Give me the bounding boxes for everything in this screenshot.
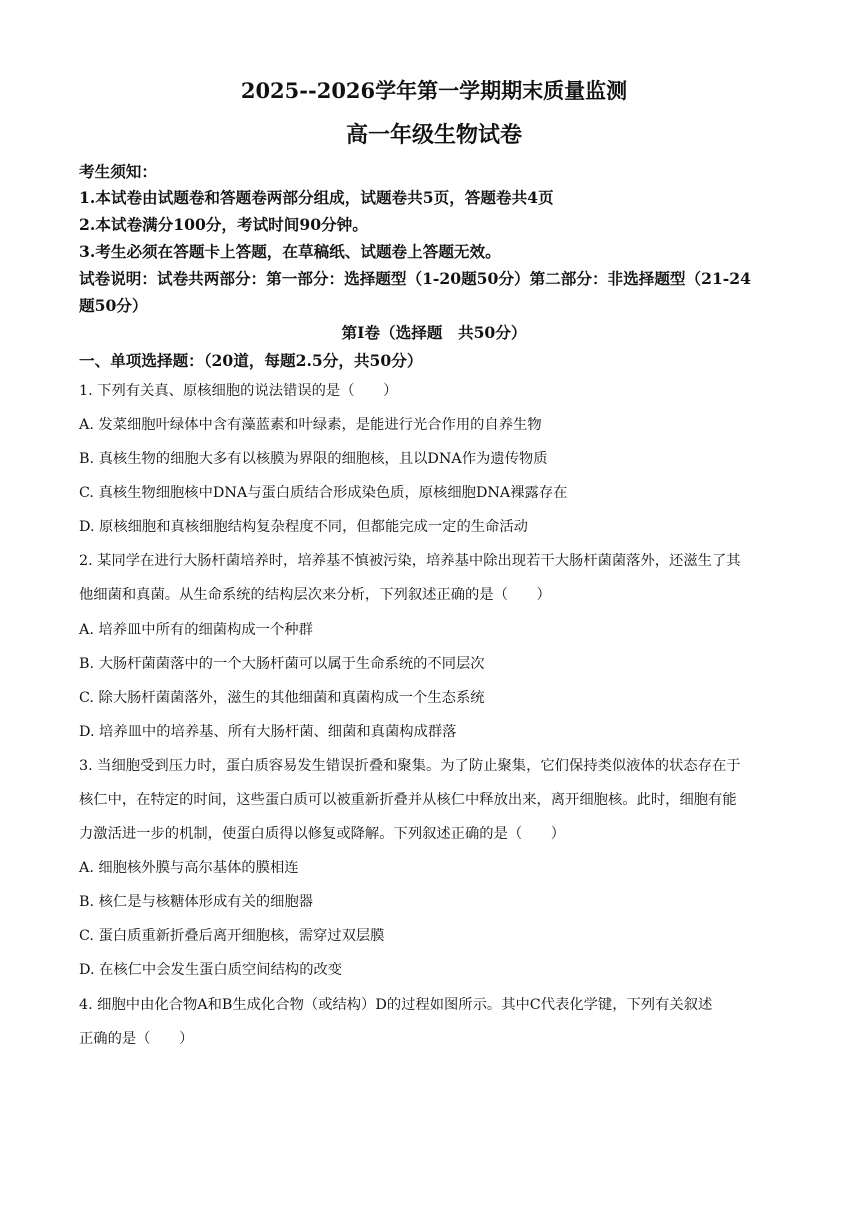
question-3-option-c: C. 蛋白质重新折叠后离开细胞核，需穿过双层膜	[79, 928, 385, 944]
question-2-stem-line-2: 他细菌和真菌。从生命系统的结构层次来分析，下列叙述正确的是（ ）	[79, 587, 551, 603]
question-2-option-a: A. 培养皿中所有的细菌构成一个种群	[79, 622, 313, 638]
question-3-option-b: B. 核仁是与核糖体形成有关的细胞器	[79, 894, 314, 910]
question-1-option-c: C. 真核生物细胞核中DNA与蛋白质结合形成染色质，原核细胞DNA裸露存在	[79, 485, 568, 501]
question-2-option-c: C. 除大肠杆菌菌落外，滋生的其他细菌和真菌构成一个生态系统	[79, 690, 485, 706]
question-2-option-d: D. 培养皿中的培养基、所有大肠杆菌、细菌和真菌构成群落	[79, 724, 457, 740]
question-3-option-d: D. 在核仁中会发生蛋白质空间结构的改变	[79, 962, 343, 978]
notice-item-2: 2.本试卷满分100分，考试时间90分钟。	[79, 215, 368, 234]
question-3-option-a: A. 细胞核外膜与高尔基体的膜相连	[79, 860, 299, 876]
question-1-stem: 1. 下列有关真、原核细胞的说法错误的是（ ）	[79, 383, 398, 399]
question-2-stem-line-1: 2. 某同学在进行大肠杆菌培养时，培养基不慎被污染，培养基中除出现若干大肠杆菌菌落外，还滋生了其	[79, 553, 741, 569]
notice-heading: 考生须知：	[79, 162, 157, 181]
question-1-option-b: B. 真核生物的细胞大多有以核膜为界限的细胞核，且以DNA作为遗传物质	[79, 451, 548, 467]
notice-item-1: 1.本试卷由试题卷和答题卷两部分组成，试题卷共5页，答题卷共4页	[79, 188, 554, 207]
volume-title: 第Ⅰ卷（选择题 共50分）	[341, 323, 527, 342]
question-3-stem-line-3: 力激活进一步的机制，使蛋白质得以修复或降解。下列叙述正确的是（ ）	[79, 826, 566, 842]
exam-title: 2025--2026学年第一学期期末质量监测	[240, 78, 628, 103]
part-title: 一、单项选择题：（20道，每题2.5分，共50分）	[79, 351, 423, 370]
question-3-stem-line-2: 核仁中，在特定的时间，这些蛋白质可以被重新折叠并从核仁中释放出来，离开细胞核。此时，细胞有能	[79, 792, 737, 808]
question-1-option-d: D. 原核细胞和真核细胞结构复杂程度不同，但都能完成一定的生命活动	[79, 519, 528, 535]
question-3-stem-line-1: 3. 当细胞受到压力时，蛋白质容易发生错误折叠和聚集。为了防止聚集，它们保持类似液体的状态存在于	[79, 758, 741, 774]
question-1-option-a: A. 发菜细胞叶绿体中含有藻蓝素和叶绿素，是能进行光合作用的自养生物	[79, 417, 542, 433]
exam-description-line-1: 试卷说明：试卷共两部分：第一部分：选择题型（1-20题50分）第二部分：非选择题型（21-24	[79, 269, 751, 288]
exam-description-line-2: 题50分）	[79, 296, 148, 315]
question-4-stem-line-2: 正确的是（ ）	[79, 1031, 194, 1047]
question-2-option-b: B. 大肠杆菌菌落中的一个大肠杆菌可以属于生命系统的不同层次	[79, 656, 485, 672]
notice-item-3: 3.考生必须在答题卡上答题，在草稿纸、试题卷上答题无效。	[79, 242, 501, 261]
exam-subtitle: 高一年级生物试卷	[345, 122, 522, 148]
question-4-stem-line-1: 4. 细胞中由化合物A和B生成化合物（或结构）D的过程如图所示。其中C代表化学键，下列有关叙述	[79, 997, 713, 1013]
